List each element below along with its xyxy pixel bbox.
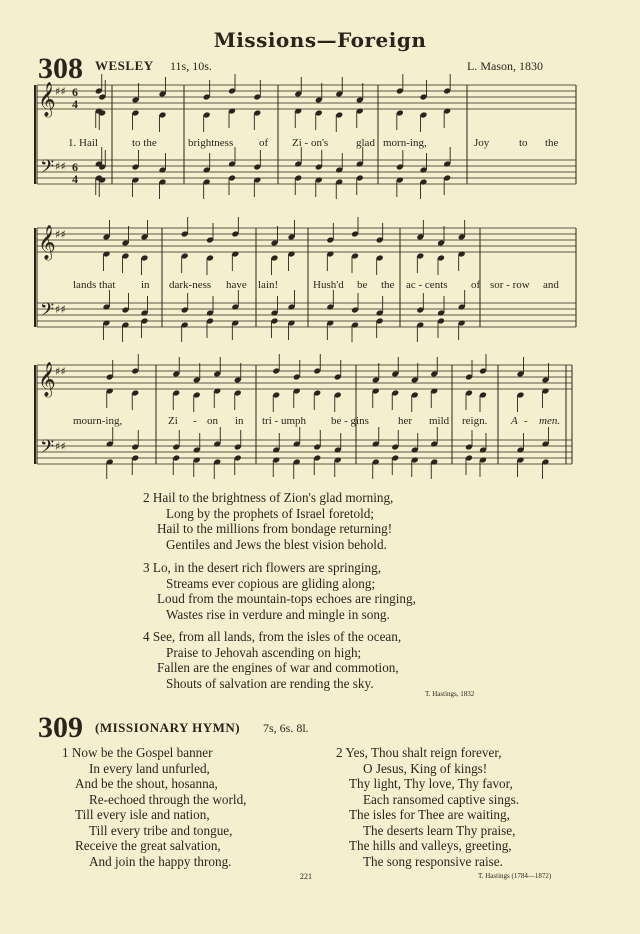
lyric-syllable: in	[141, 279, 150, 291]
author-credit-309: T. Hastings (1784—1872)	[478, 872, 552, 880]
section-title: Missions—Foreign	[213, 28, 427, 52]
bass-clef-icon: 𝄢	[40, 300, 55, 325]
hymn-number-309: 309	[38, 711, 83, 744]
time-signature: 4	[72, 172, 78, 186]
lyric-syllable: be	[357, 279, 368, 291]
lyric-syllable: ac - cents	[406, 279, 448, 291]
treble-clef-icon: 𝄞	[38, 225, 56, 260]
stanza-line: Till every isle and nation,	[75, 807, 210, 822]
stanza-line: Yes, Thou shalt reign forever,	[345, 745, 502, 760]
lyric-syllable: dark-ness	[169, 279, 212, 291]
stanza-number: 2	[143, 490, 150, 505]
key-signature: ♯♯	[55, 85, 66, 98]
hymn-308-meter: 11s, 10s.	[170, 59, 212, 73]
lyric-syllable: reign.	[462, 415, 488, 427]
lyric-syllable: A	[511, 415, 518, 427]
lyric-syllable: Joy	[474, 137, 490, 149]
stanza-line: Gentiles and Jews the blest vision behold.	[166, 536, 387, 552]
bass-clef-icon: 𝄢	[40, 437, 55, 462]
stanza-number: 3	[143, 560, 150, 575]
stanza-line: And be the shout, hosanna,	[75, 776, 218, 791]
tune-name: WESLEY	[95, 58, 154, 73]
stanza-number: 2	[336, 745, 343, 760]
hymn-309-stanza-1	[62, 745, 246, 869]
stanza-line: Thy light, Thy love, Thy favor,	[349, 776, 513, 791]
stanza-line: The isles for Thee are waiting,	[349, 807, 510, 822]
stanza-line: Each ransomed captive sings.	[363, 791, 520, 807]
stanza-4	[143, 629, 401, 691]
lyric-syllable: on	[207, 415, 218, 427]
stanza-line: The song responsive raise.	[363, 853, 503, 869]
page-number: 221	[300, 872, 312, 881]
stanza-line: Hail to the brightness of Zion's glad morning,	[152, 490, 394, 505]
time-signature: 6	[72, 160, 78, 174]
lyric-syllable: morn-ing,	[383, 137, 427, 149]
stanza-3	[143, 560, 416, 622]
lyric-syllable: the	[545, 137, 559, 149]
lyric-syllable: -	[524, 415, 528, 427]
composer-credit: L. Mason, 1830	[467, 59, 543, 73]
stanza-number: 1	[62, 745, 69, 760]
stanza-line: The deserts learn Thy praise,	[363, 822, 516, 838]
stanza-line: Re-echoed through the world,	[89, 791, 247, 807]
treble-clef-icon: 𝄞	[38, 362, 56, 397]
bass-clef-icon: 𝄢	[40, 157, 55, 182]
key-signature: ♯♯	[55, 365, 66, 378]
lyric-syllable: lands that	[73, 279, 116, 291]
key-signature: ♯♯	[55, 228, 66, 241]
lyric-syllable: 1. Hail	[68, 137, 98, 149]
hymn-309-meter: 7s, 6s. 8l.	[263, 721, 309, 735]
lyric-syllable: men.	[539, 415, 561, 427]
key-signature: ♯♯	[55, 440, 66, 453]
lyric-syllable: brightness	[188, 137, 234, 149]
stanza-line: O Jesus, King of kings!	[363, 760, 488, 776]
stanza-line: Till every tribe and tongue,	[89, 822, 233, 838]
stanza-line: Streams ever copious are gliding along;	[166, 575, 376, 591]
lyric-syllable: glad	[356, 137, 375, 149]
hymn-309-stanza-2	[336, 745, 519, 869]
author-credit-308: T. Hastings, 1832	[425, 690, 475, 698]
stanza-line: Fallen are the engines of war and commotion,	[157, 660, 399, 675]
lyric-syllable: the	[381, 279, 395, 291]
lyric-syllable: of	[471, 279, 481, 291]
stanza-number: 4	[143, 629, 150, 644]
stanza-line: Hail to the millions from bondage returning!	[157, 521, 393, 536]
time-signature: 6	[72, 85, 78, 99]
lyric-syllable: to the	[132, 137, 157, 149]
stanza-line: Long by the prophets of Israel foretold;	[166, 505, 375, 521]
key-signature: ♯♯	[55, 303, 66, 316]
lyric-syllable: Hush'd	[313, 279, 344, 291]
stanza-line: Shouts of salvation are rending the sky.	[166, 675, 374, 691]
lyric-syllable: and	[543, 279, 559, 291]
key-signature: ♯♯	[55, 160, 66, 173]
stanza-line: Loud from the mountain-tops echoes are ringing,	[157, 591, 416, 606]
stanza-line: In every land unfurled,	[89, 760, 210, 776]
stanza-line: And join the happy throng.	[89, 853, 232, 869]
lyric-syllable: mild	[429, 415, 450, 427]
lyric-syllable: to	[519, 137, 528, 149]
stanza-line: Receive the great salvation,	[75, 838, 221, 853]
stanza-line: Praise to Jehovah ascending on high;	[166, 644, 362, 660]
stanza-line: See, from all lands, from the isles of the ocean,	[152, 629, 402, 644]
stanza-line: Lo, in the desert rich flowers are springing,	[152, 560, 382, 575]
lyric-syllable: sor - row	[490, 279, 530, 291]
stanza-2	[143, 490, 393, 552]
lyric-syllable: be - gins	[331, 415, 369, 427]
lyric-syllable: have	[226, 279, 247, 291]
lyric-syllable: Zi	[168, 415, 178, 427]
lyric-syllable: her	[398, 415, 413, 427]
lyric-syllable: in	[235, 415, 244, 427]
stanza-line: Wastes rise in verdure and mingle in song.	[166, 606, 390, 622]
lyric-syllable: -	[193, 415, 197, 427]
stanza-line: The hills and valleys, greeting,	[349, 838, 512, 853]
lyric-syllable: lain!	[258, 279, 279, 291]
treble-clef-icon: 𝄞	[38, 82, 56, 117]
time-signature: 4	[72, 97, 78, 111]
stanza-line: Now be the Gospel banner	[71, 745, 213, 760]
lyric-syllable: Zi - on's	[292, 137, 329, 149]
lyric-syllable: tri - umph	[262, 415, 306, 427]
hymn-number-308: 308	[38, 52, 83, 85]
lyric-syllable: of	[259, 137, 269, 149]
hymn-309-title: (MISSIONARY HYMN)	[95, 720, 241, 735]
lyric-syllable: mourn-ing,	[73, 415, 123, 427]
